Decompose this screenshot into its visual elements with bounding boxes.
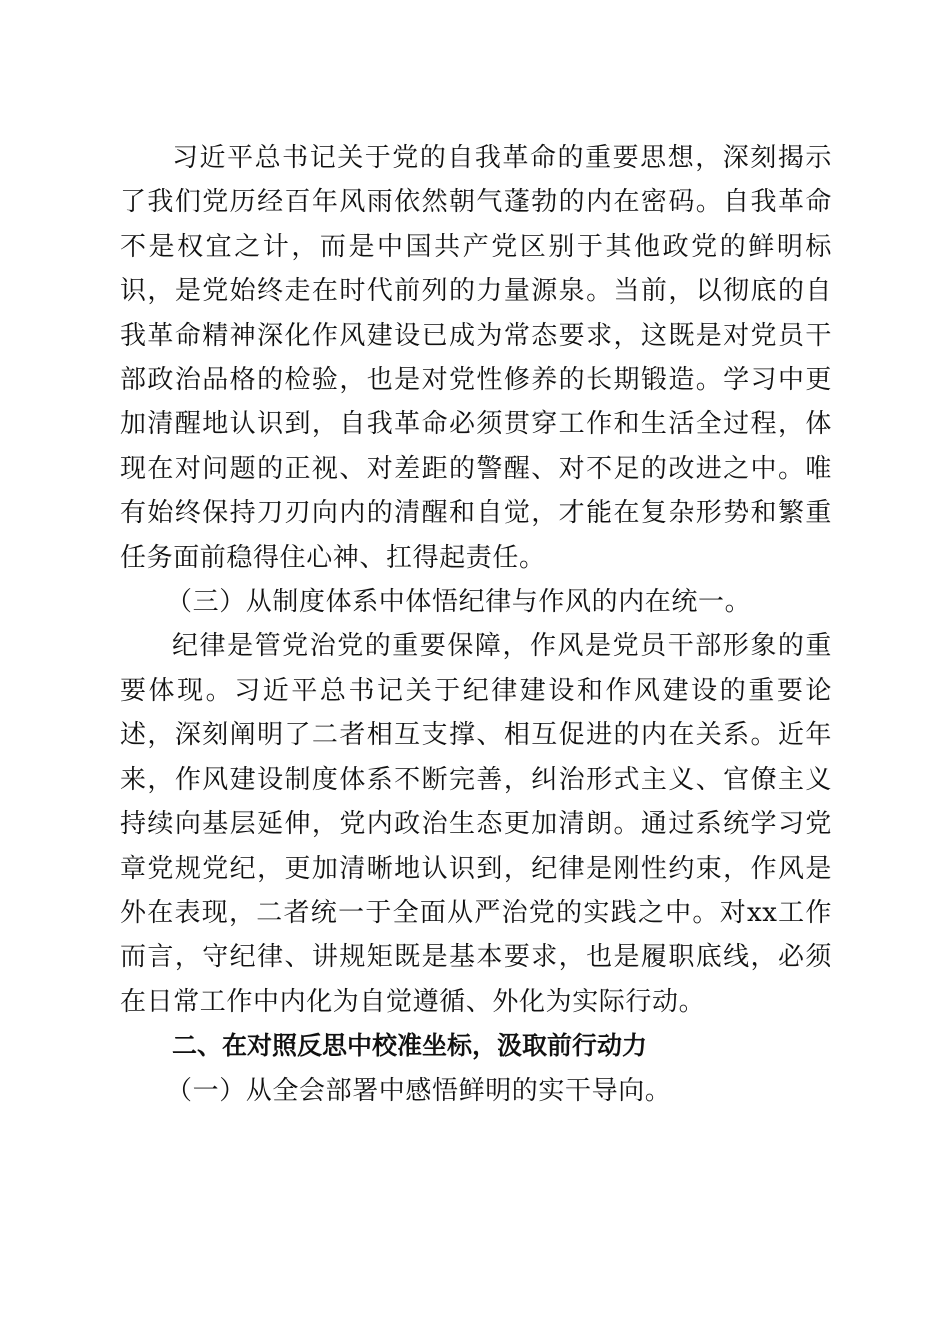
document-body — [120, 136, 832, 1113]
subheading-three: （三）从制度体系中体悟纪律与作风的内在统一。 — [166, 587, 752, 618]
section-two-heading: 二、在对照反思中校准坐标，汲取前行动力 — [172, 1031, 648, 1061]
subheading-one: （一）从全会部署中感悟鲜明的实干导向。 — [166, 1075, 672, 1106]
paragraph-discipline: 纪律是管党治党的重要保障，作风是党员干部形象的重要体现。习近平总书记关于纪律建设和作风建设的重要论述，深刻阐明了二者相互支撑、相互促进的内在关系。近年来，作风建设制度体系不断完善，纠治形式主义、官僚主义持续向基层延伸，党内政治生态更加清朗。通过系统学习党章党规党纪，更加清晰地认识到，纪律是刚性约束，作风是外在表现，二者统一于全面从严治党的实践之中。对xx工作而言，守纪律、讲规矩既是基本要求，也是履职底线，必须在日常工作中内化为自觉遵循、外化为实际行动。 — [120, 631, 832, 1017]
paragraph-self-revolution: 习近平总书记关于党的自我革命的重要思想，深刻揭示了我们党历经百年风雨依然朝气蓬勃的内在密码。自我革命不是权宜之计，而是中国共产党区别于其他政党的鲜明标识，是党始终走在时代前列的力量源泉。当前，以彻底的自我革命精神深化作风建设已成为常态要求，这既是对党员干部政治品格的检验，也是对党性修养的长期锻造。学习中更加清醒地认识到，自我革命必须贯穿工作和生活全过程，体现在对问题的正视、对差距的警醒、对不足的改进之中。唯有始终保持刀刃向内的清醒和自觉，才能在复杂形势和繁重任务面前稳得住心神、扛得起责任。 — [120, 143, 832, 573]
